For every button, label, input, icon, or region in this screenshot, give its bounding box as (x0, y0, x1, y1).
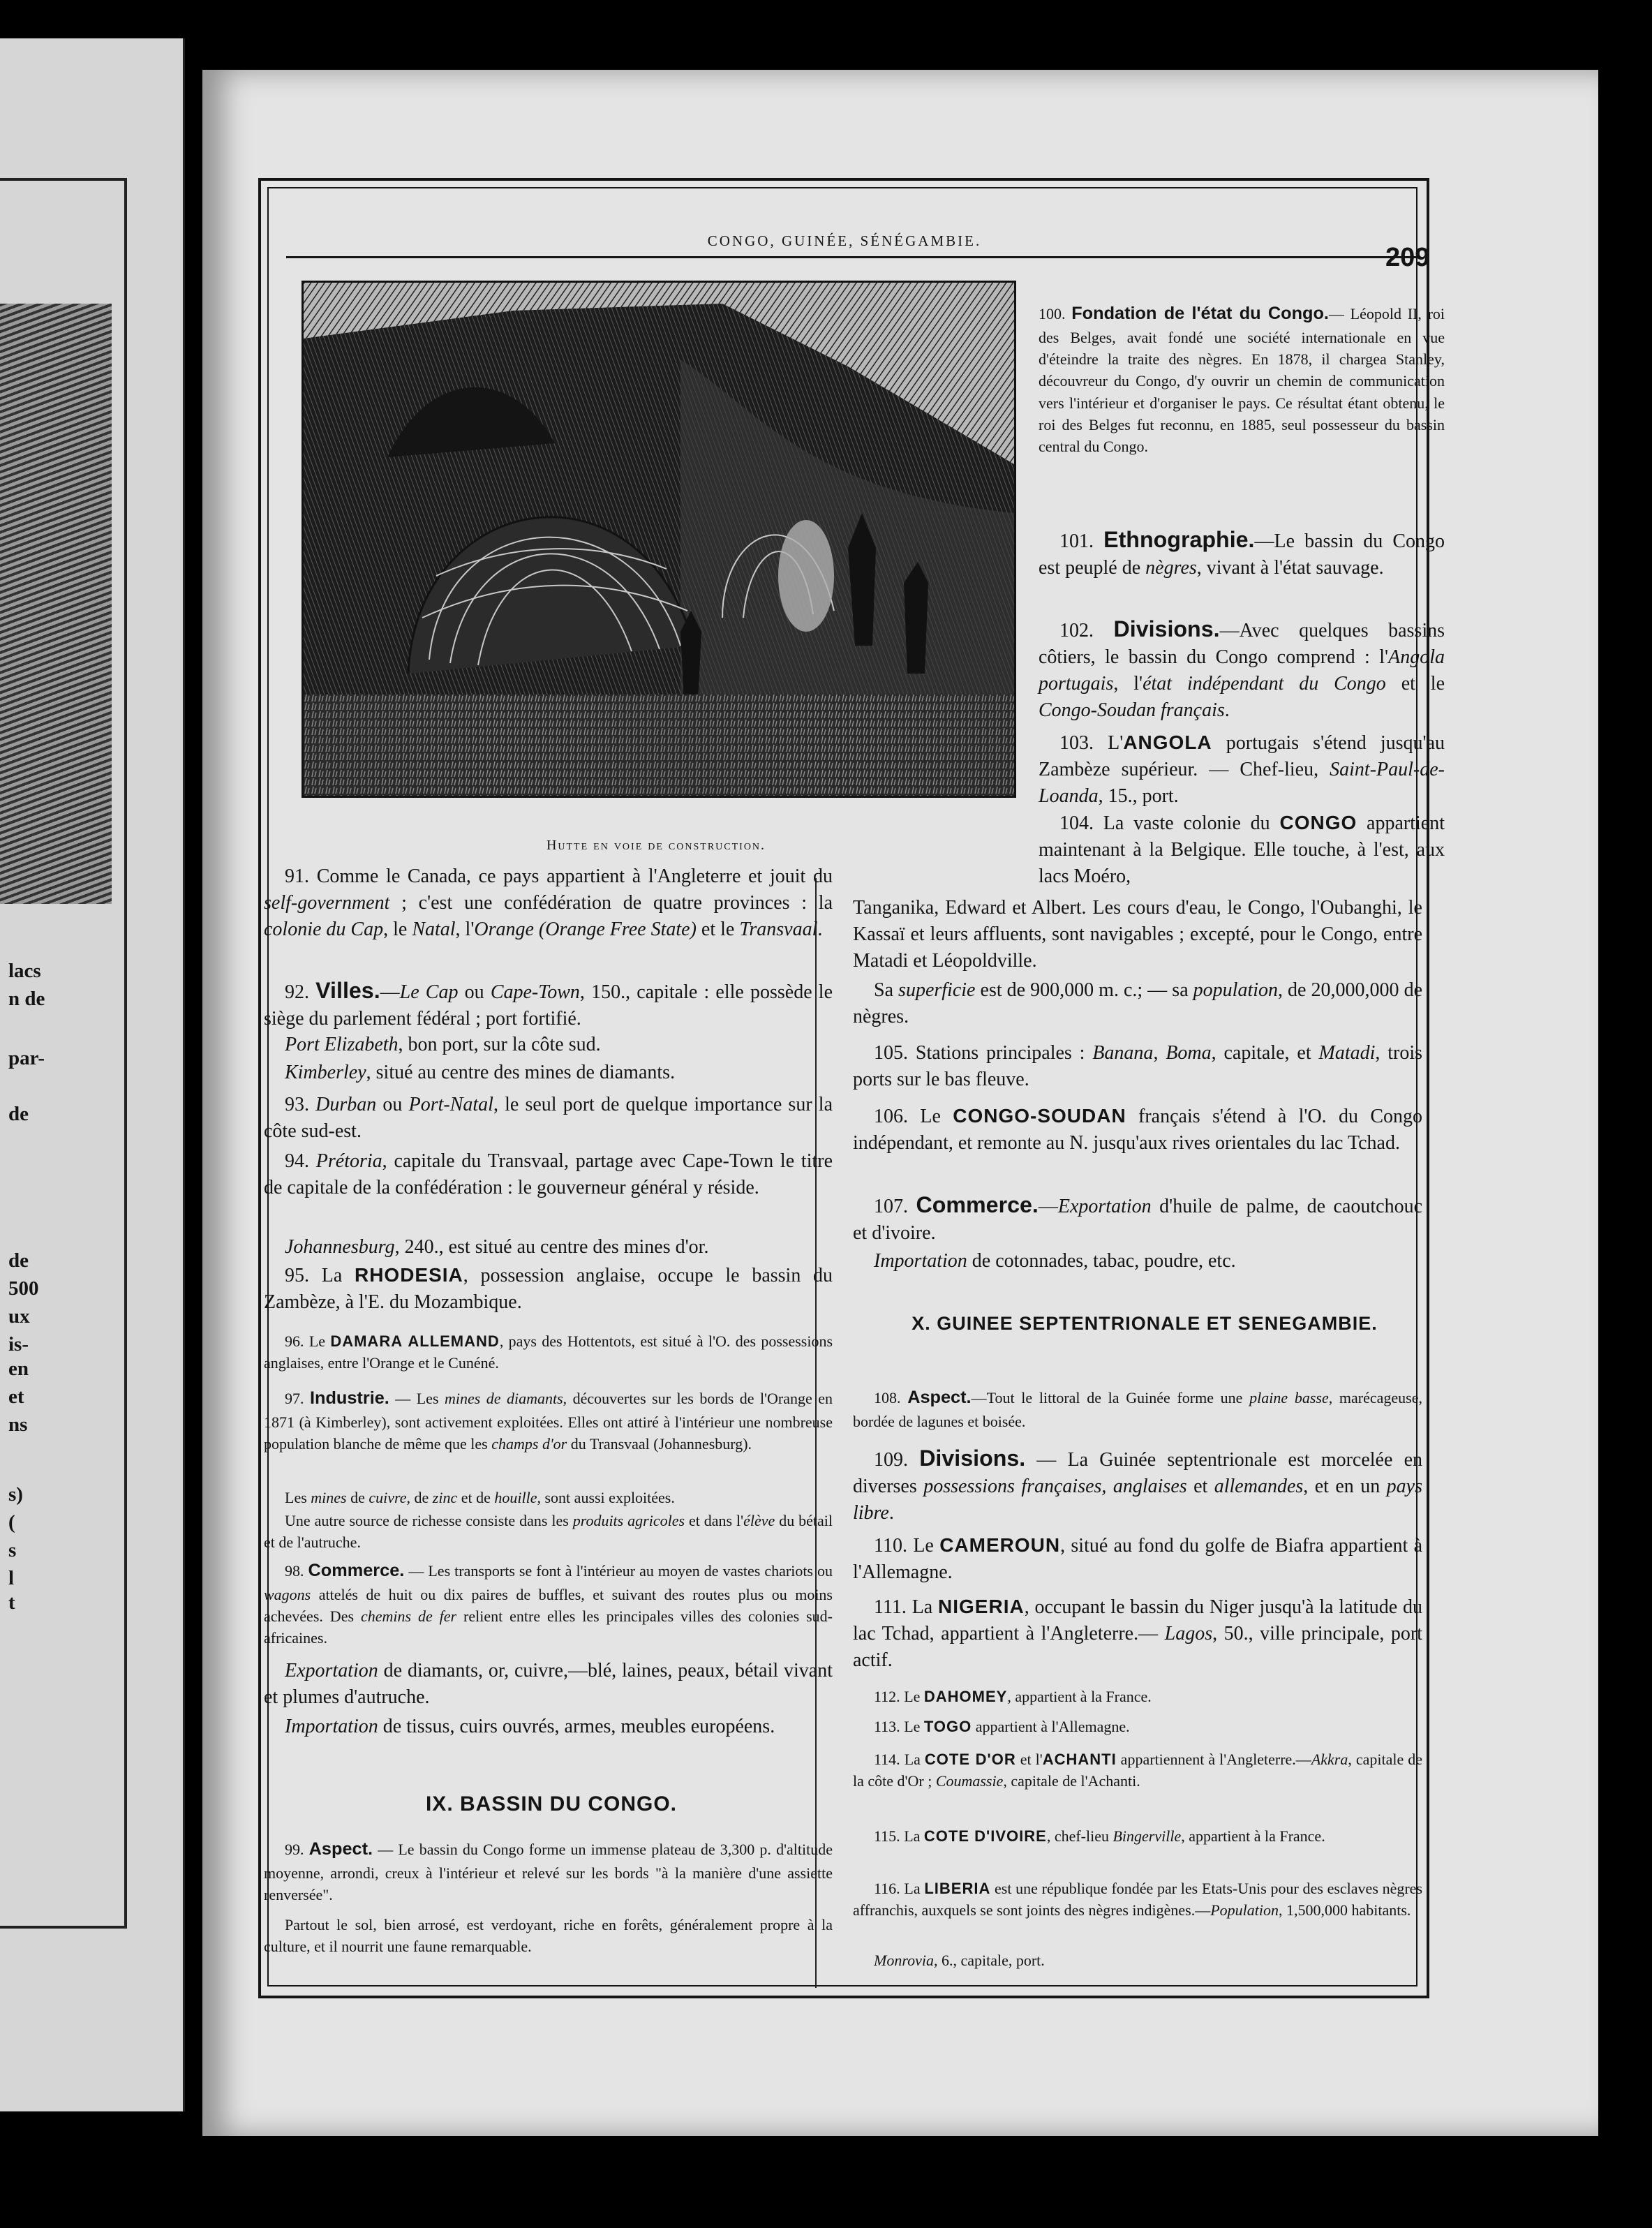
paragraph-110: 110. Le CAMEROUN, situé au fond du golfe de Biafra appartient à l'Allemagne. (853, 1534, 1423, 1583)
adjacent-text-fragment: s (8, 1539, 17, 1561)
paragraph-97-mines: Les mines de cuivre, de zinc et de houille, sont aussi exploitées. (285, 1489, 675, 1506)
adjacent-text-fragment: en (8, 1358, 29, 1380)
paragraph-97: 97. Industrie. — Les mines de diamants, découvertes sur les bords de l'Orange en 1871 (à Kimberley), sont activement exploitées. Elles ont attiré à l'intérieur une nombreuse population blanche de même que les champs d'or du Transvaal (Johannesburg). (264, 1388, 833, 1453)
paragraph-115: 115. La COTE D'IVOIRE, chef-lieu Bingerville, appartient à la France. (874, 1827, 1325, 1845)
paragraph-94-johannesburg: Johannesburg, 240., est situé au centre des mines d'or. (285, 1236, 709, 1258)
page-number: 209 (1385, 243, 1430, 272)
adjacent-text-fragment: n de (8, 988, 45, 1010)
adjacent-text-fragment: lacs (8, 960, 41, 982)
paragraph-108: 108. Aspect.—Tout le littoral de la Guinée forme une plaine basse, marécageuse, bordée de lagunes et boisée. (853, 1388, 1422, 1430)
header-rule (286, 256, 1417, 258)
adjacent-text-fragment: t (8, 1591, 15, 1614)
adjacent-text-fragment: et (8, 1386, 24, 1408)
paragraph-91: 91. Comme le Canada, ce pays appartient à l'Angleterre et jouit du self-government ; c'est une confédération de quatre provinces : la colonie du Cap, le Natal, l'Orange (Orange Free State) et le Transvaal. (264, 866, 833, 940)
paragraph-96: 96. Le DAMARA ALLEMAND, pays des Hottentots, est situé à l'O. des possessions anglaises, entre l'Orange et le Cunéné. (264, 1332, 833, 1372)
adjacent-text-fragment: s) (8, 1483, 23, 1506)
adjacent-page-illustration (0, 304, 112, 904)
paragraph-102: 102. Divisions.—Avec quelques bassins côtiers, le bassin du Congo comprend : l'Angola portugais, l'état indépendant du Congo et le Congo-Soudan français. (1039, 616, 1445, 722)
paragraph-104-superficie: Sa superficie est de 900,000 m. c.; — sa population, de 20,000,000 de nègres. (853, 979, 1423, 1027)
paragraph-100: 100. Fondation de l'état du Congo.— Léopold II, roi des Belges, avait fondé une société internationale en vue d'éteindre la traite des nègres. En 1878, il chargea Stanley, découvreur du Congo, d'y ouvrir un chemin de communication vers l'intérieur et d'organiser le pays. Ce résultat étant obtenu, le roi des Belges fut reconnu, en 1885, seul possesseur du bassin central du Congo. (1039, 304, 1445, 456)
paragraph-92: 92. Villes.—Le Cap ou Cape-Town, 150., capitale : elle possède le siège du parlement fédéral ; port fortifié. (264, 978, 833, 1030)
paragraph-94: 94. Prétoria, capitale du Transvaal, partage avec Cape-Town le titre de capitale de la confédération : le gouverneur général y réside. (264, 1150, 833, 1198)
paragraph-104: 104. La vaste colonie du CONGO appartient maintenant à la Belgique. Elle touche, à l'est, aux lacs Moéro, (1039, 812, 1445, 887)
adjacent-text-fragment: 500 (8, 1277, 39, 1300)
hut-engraving-art (304, 283, 1014, 796)
adjacent-text-fragment: ux (8, 1305, 30, 1328)
paragraph-92-port-elizabeth: Port Elizabeth, bon port, sur la côte sud. (285, 1034, 601, 1055)
paragraph-106: 106. Le CONGO-SOUDAN français s'étend à l'O. du Congo indépendant, et remonte au N. jusqu'aux rives orientales du lac Tchad. (853, 1105, 1423, 1154)
running-head: CONGO, GUINÉE, SÉNÉGAMBIE. (707, 232, 982, 249)
adjacent-text-fragment: ( (8, 1511, 15, 1533)
paragraph-98-exportation: Exportation de diamants, or, cuivre,—blé, laines, peaux, bétail vivant et plumes d'autruche. (264, 1660, 833, 1708)
paragraph-116: 116. La LIBERIA est une république fondée par les Etats-Unis pour des esclaves nègres affranchis, auxquels se sont joints des nègres indigènes.—Population, 1,500,000 habitants. (853, 1880, 1423, 1919)
paragraph-104-continued: Tanganika, Edward et Albert. Les cours d'eau, le Congo, l'Oubanghi, le Kassaï et leurs affluents, sont navigables ; excepté, pour le Congo, entre Matadi et Léopoldville. (853, 897, 1422, 972)
section-heading-x: X. GUINEE SEPTENTRIONALE ET SENEGAMBIE. (911, 1313, 1378, 1334)
adjacent-text-fragment: de (8, 1103, 29, 1125)
paragraph-105: 105. Stations principales : Banana, Boma, capitale, et Matadi, trois ports sur le bas fleuve. (853, 1042, 1423, 1090)
paragraph-116-capital: Monrovia, 6., capitale, port. (874, 1952, 1045, 1969)
paragraph-101: 101. Ethnographie.—Le bassin du Congo est peuplé de nègres, vivant à l'état sauvage. (1039, 527, 1445, 579)
adjacent-text-fragment: par- (8, 1047, 45, 1069)
illustration-caption: Hutte en voie de construction. (546, 838, 766, 853)
paragraph-107: 107. Commerce.—Exportation d'huile de palme, de caoutchouc et d'ivoire. (853, 1192, 1423, 1245)
adjacent-text-fragment: is- (8, 1333, 29, 1356)
adjacent-text-fragment: ns (8, 1413, 28, 1436)
paragraph-95: 95. La RHODESIA, possession anglaise, occupe le bassin du Zambèze, à l'E. du Mozambique. (264, 1264, 833, 1313)
paragraph-112: 112. Le DAHOMEY, appartient à la France. (874, 1688, 1152, 1705)
adjacent-text-fragment: l (8, 1567, 15, 1589)
paragraph-98: 98. Commerce. — Les transports se font à l'intérieur au moyen de vastes chariots ou wagons attelés de huit ou dix paires de buffles, et suivant des routes plus ou moins achevées. Des chemins de fer relient entre elles les principales villes des colonies sud-africaines. (264, 1561, 833, 1647)
paragraph-99-sol: Partout le sol, bien arrosé, est verdoyant, riche en forêts, généralement propre à la culture, et il nourrit une faune remarquable. (264, 1916, 833, 1956)
paragraph-109: 109. Divisions. — La Guinée septentrionale est morcelée en diverses possessions françaises, anglaises et allemandes, et en un pays libre. (853, 1446, 1423, 1524)
paragraph-103: 103. L'ANGOLA portugais s'étend jusqu'au Zambèze supérieur. — Chef-lieu, Saint-Paul-de-Loanda, 15., port. (1039, 731, 1445, 807)
paragraph-99: 99. Aspect. — Le bassin du Congo forme un immense plateau de 3,300 p. d'altitude moyenne, arrondi, creux à l'intérieur et relevé sur les bords "à la manière d'une assiette renversée". (264, 1839, 833, 1904)
paragraph-97-richesse: Une autre source de richesse consiste dans les produits agricoles et dans l'élève du bétail et de l'autruche. (264, 1512, 833, 1552)
paragraph-107-importation: Importation de cotonnades, tabac, poudre, etc. (874, 1250, 1236, 1272)
paragraph-98-importation: Importation de tissus, cuirs ouvrés, armes, meubles européens. (285, 1716, 775, 1737)
paragraph-92-kimberley: Kimberley, situé au centre des mines de diamants. (285, 1062, 676, 1083)
paragraph-111: 111. La NIGERIA, occupant le bassin du Niger jusqu'à la latitude du lac Tchad, appartient à l'Angleterre.— Lagos, 50., ville principale, port actif. (853, 1596, 1423, 1671)
paragraph-114: 114. La COTE D'OR et l'ACHANTI appartiennent à l'Angleterre.—Akkra, capitale de la côte d'Or ; Coumassie, capitale de l'Achanti. (853, 1751, 1423, 1790)
adjacent-page-sliver (0, 38, 185, 2111)
hut-engraving (302, 281, 1016, 798)
paragraph-113: 113. Le TOGO appartient à l'Allemagne. (874, 1718, 1130, 1735)
adjacent-text-fragment: de (8, 1249, 29, 1272)
section-heading-ix: IX. BASSIN DU CONGO. (425, 1792, 678, 1815)
paragraph-93: 93. Durban ou Port-Natal, le seul port de quelque importance sur la côte sud-est. (264, 1094, 833, 1142)
